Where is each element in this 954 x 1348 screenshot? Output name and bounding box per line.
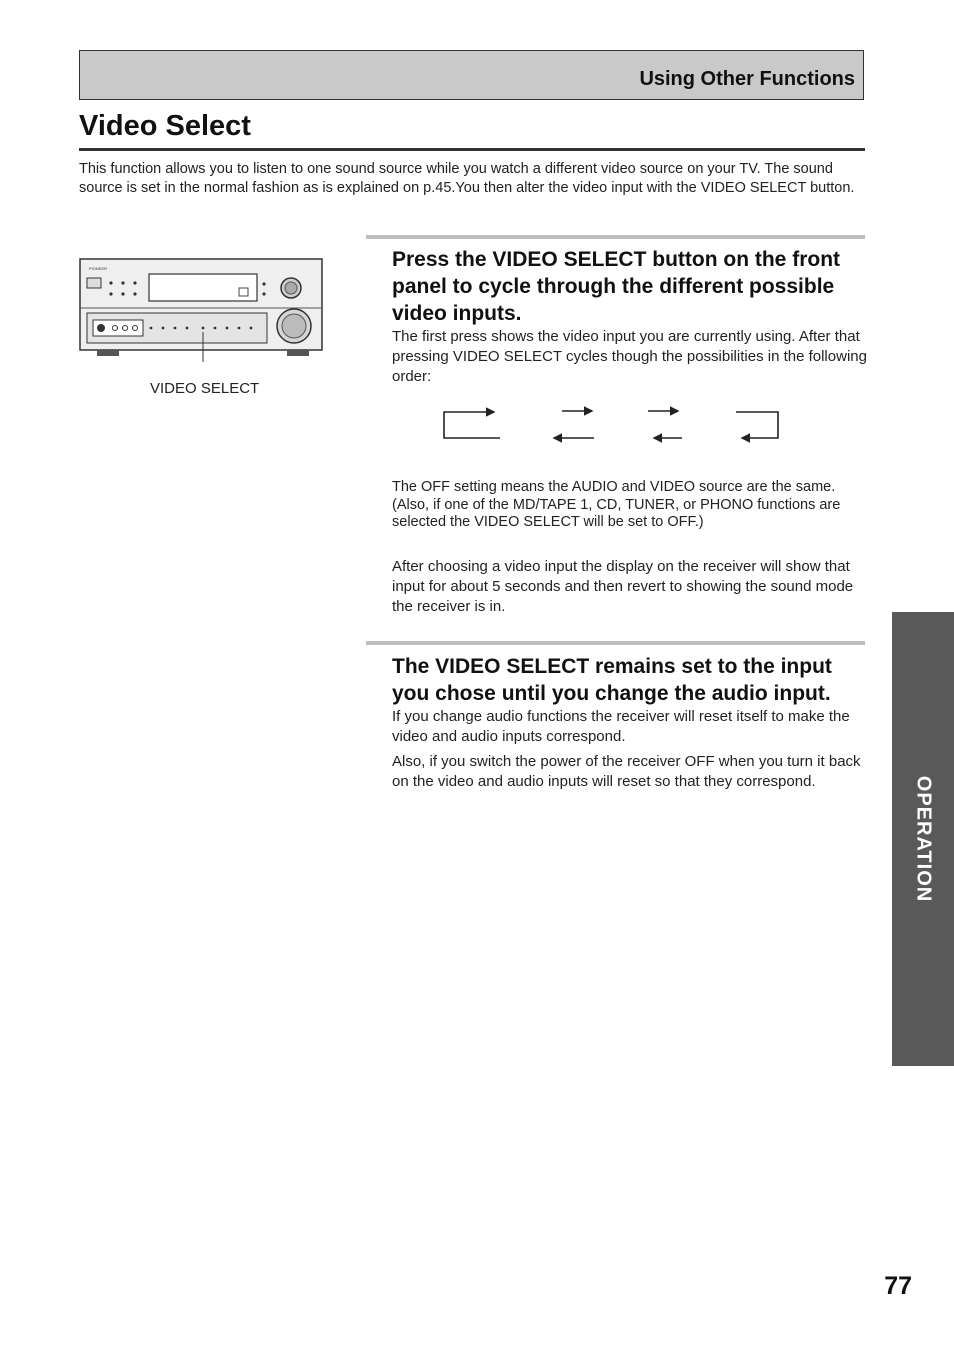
intro-paragraph: This function allows you to listen to one sound source while you watch a different video source on your TV. The sound source is set in the normal fashion as is explained on p.45.You then alter the video input with the VIDEO SELECT button.	[79, 161, 855, 196]
section-rule-1	[366, 235, 865, 239]
svg-text:PIONEER: PIONEER	[89, 266, 108, 271]
operation-side-tab	[892, 612, 954, 1066]
step1-heading: Press the VIDEO SELECT button on the front panel to cycle through the different possible video inputs.	[392, 248, 841, 325]
step1-paragraph-2: The OFF setting means the AUDIO and VIDEO source are the same. (Also, if one of the MD/TAPE 1, CD, TUNER, or PHONO functions are selected the VIDEO SELECT will be set to OFF.)	[392, 479, 841, 530]
step1-paragraph-3: After choosing a video input the display on the receiver will show that input for about 5 seconds and then revert to showing the sound mode the receiver is in.	[392, 558, 854, 615]
step1-paragraph-1: The first press shows the video input you are currently using. After that pressing VIDEO SELECT cycles though the possibilities in the following order:	[392, 328, 867, 385]
step2-heading: The VIDEO SELECT remains set to the input you chose until you change the audio input.	[392, 655, 832, 705]
page-title: Video Select	[79, 110, 251, 142]
section-header-title: Using Other Functions	[639, 68, 855, 90]
title-underline	[79, 148, 865, 151]
step2-paragraph-1: If you change audio functions the receiver will reset itself to make the video and audio inputs correspond.	[392, 708, 850, 745]
step2-paragraph-2: Also, if you switch the power of the receiver OFF when you turn it back on the video and audio inputs will reset so that they correspond.	[392, 753, 861, 790]
section-rule-2	[366, 641, 865, 645]
video-input-cycle-diagram	[430, 400, 790, 448]
section-header-band	[79, 50, 864, 100]
video-select-callout-label: VIDEO SELECT	[150, 380, 260, 397]
receiver-front-panel-illustration	[79, 258, 325, 362]
side-tab-label: OPERATION	[912, 775, 935, 903]
page-number: 77	[884, 1272, 912, 1300]
